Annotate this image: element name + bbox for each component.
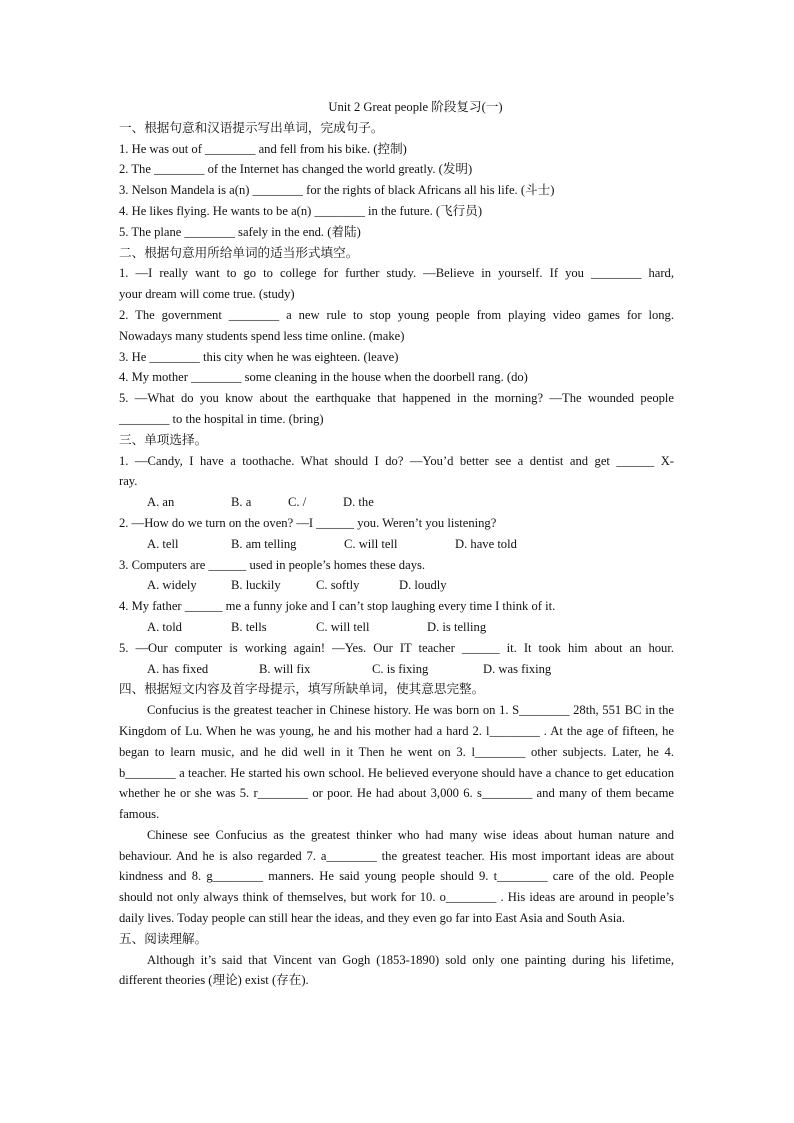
option-c: C. / [288,495,307,510]
s2-item-3: 3. He ________ this city when he was eighteen. (leave) [119,349,399,364]
page-title: Unit 2 Great people 阶段复习(一) [328,100,503,114]
option-b: B. am telling [231,536,297,551]
option-a: A. widely [147,578,197,593]
section-2-heading: 二、根据句意用所给单词的适当形式填空。 [119,245,359,260]
section-3-heading: 三、单项选择。 [119,432,208,447]
option-b: B. a [231,495,252,510]
s3-question-4: 4. My father ______ me a funny joke and I can’t stop laughing every time I think of it. [119,599,556,614]
s3-question-3: 3. Computers are ______ used in people’s homes these days. [119,557,426,572]
s4-paragraph-2: Chinese see Confucius as the greatest thinker who had many wise ideas about human nature and behaviour. And he is also regarded 7. a________ the greatest teacher. His most important ideas are about kindness and 8. g________ manners. He said young people should 9. t________ care of the old. People should not only always think of themselves, but work for 10. o________ . His ideas are around in people’s daily lives. Today people can still hear the ideas, and they even go far into East Asia and South Asia. [119,827,674,926]
option-c: C. is fixing [372,661,429,676]
s2-item-5-line-2: ________ to the hospital in time. (bring) [119,411,324,426]
s3-question-1-line-2: ray. [119,474,138,489]
s1-item-5: 5. The plane ________ safely in the end. (着陆) [119,224,361,239]
option-d: D. loudly [399,578,447,593]
s3-question-5: 5. —Our computer is working again! —Yes. Our IT teacher ______ it. It took him about an hour. [119,640,674,655]
s5-paragraph-1: Although it’s said that Vincent van Gogh (1853-1890) sold only one painting during his lifetime, different theories (理论) exist (存在). [119,952,674,988]
s1-item-1: 1. He was out of ________ and fell from his bike. (控制) [119,141,407,156]
s3-question-5-options [147,659,674,680]
section-1-heading: 一、根据句意和汉语提示写出单词，完成句子。 [119,120,384,135]
s1-item-3: 3. Nelson Mandela is a(n) ________ for the rights of black Africans all his life. (斗士) [119,183,555,198]
option-b: B. luckily [231,578,281,593]
option-d: D. was fixing [483,661,552,676]
s3-question-1-options [147,492,674,513]
option-c: C. will tell [344,536,398,551]
s4-paragraph-1: Confucius is the greatest teacher in Chinese history. He was born on 1. S________ 28th, 551 BC in the Kingdom of Lu. When he was young, he and his mother had a hard 2. l________ . At the age of fifteen, he began to learn music, and he did well in it Then he went on 3. l________ other subjects. Later, he 4. b________ a teacher. He started his own school. He believed everyone should have a chance to get education whether he or she was 5. r________ or poor. He had about 3,000 6. s________ and many of them became famous. [119,703,674,822]
section-4-heading: 四、根据短文内容及首字母提示，填写所缺单词，使其意思完整。 [119,682,485,697]
option-d: D. is telling [427,619,487,634]
option-b: B. will fix [259,661,311,676]
option-c: C. will tell [316,619,370,634]
option-a: A. told [147,619,182,634]
option-d: D. the [343,495,374,510]
s2-item-1-line-1: 1. —I really want to go to college for further study. —Believe in yourself. If you ________ hard, [119,266,674,281]
option-a: A. tell [147,536,179,551]
s3-question-2: 2. —How do we turn on the oven? —I ______ you. Weren’t you listening? [119,515,497,530]
s1-item-4: 4. He likes flying. He wants to be a(n) ________ in the future. (飞行员) [119,203,483,218]
s3-question-3-options [147,575,674,596]
s2-item-1-line-2: your dream will come true. (study) [119,287,295,302]
s2-item-5-line-1: 5. —What do you know about the earthquake that happened in the morning? —The wounded people [119,391,674,406]
worksheet [119,97,674,991]
option-c: C. softly [316,578,360,593]
option-d: D. have told [455,536,517,551]
s2-item-2-line-1: 2. The government ________ a new rule to stop young people from playing video games for long. [119,307,674,322]
s3-question-1-line-1: 1. —Candy, I have a toothache. What should I do? —You’d better see a dentist and get ______ X- [119,453,674,468]
s2-item-4: 4. My mother ________ some cleaning in the house when the doorbell rang. (do) [119,370,528,385]
s3-question-4-options [147,617,674,638]
option-a: A. has fixed [147,661,209,676]
option-b: B. tells [231,619,267,634]
s1-item-2: 2. The ________ of the Internet has changed the world greatly. (发明) [119,162,473,177]
s3-question-2-options [147,534,674,555]
section-5-heading: 五、阅读理解。 [119,931,208,946]
option-a: A. an [147,495,175,510]
s2-item-2-line-2: Nowadays many students spend less time online. (make) [119,328,405,343]
